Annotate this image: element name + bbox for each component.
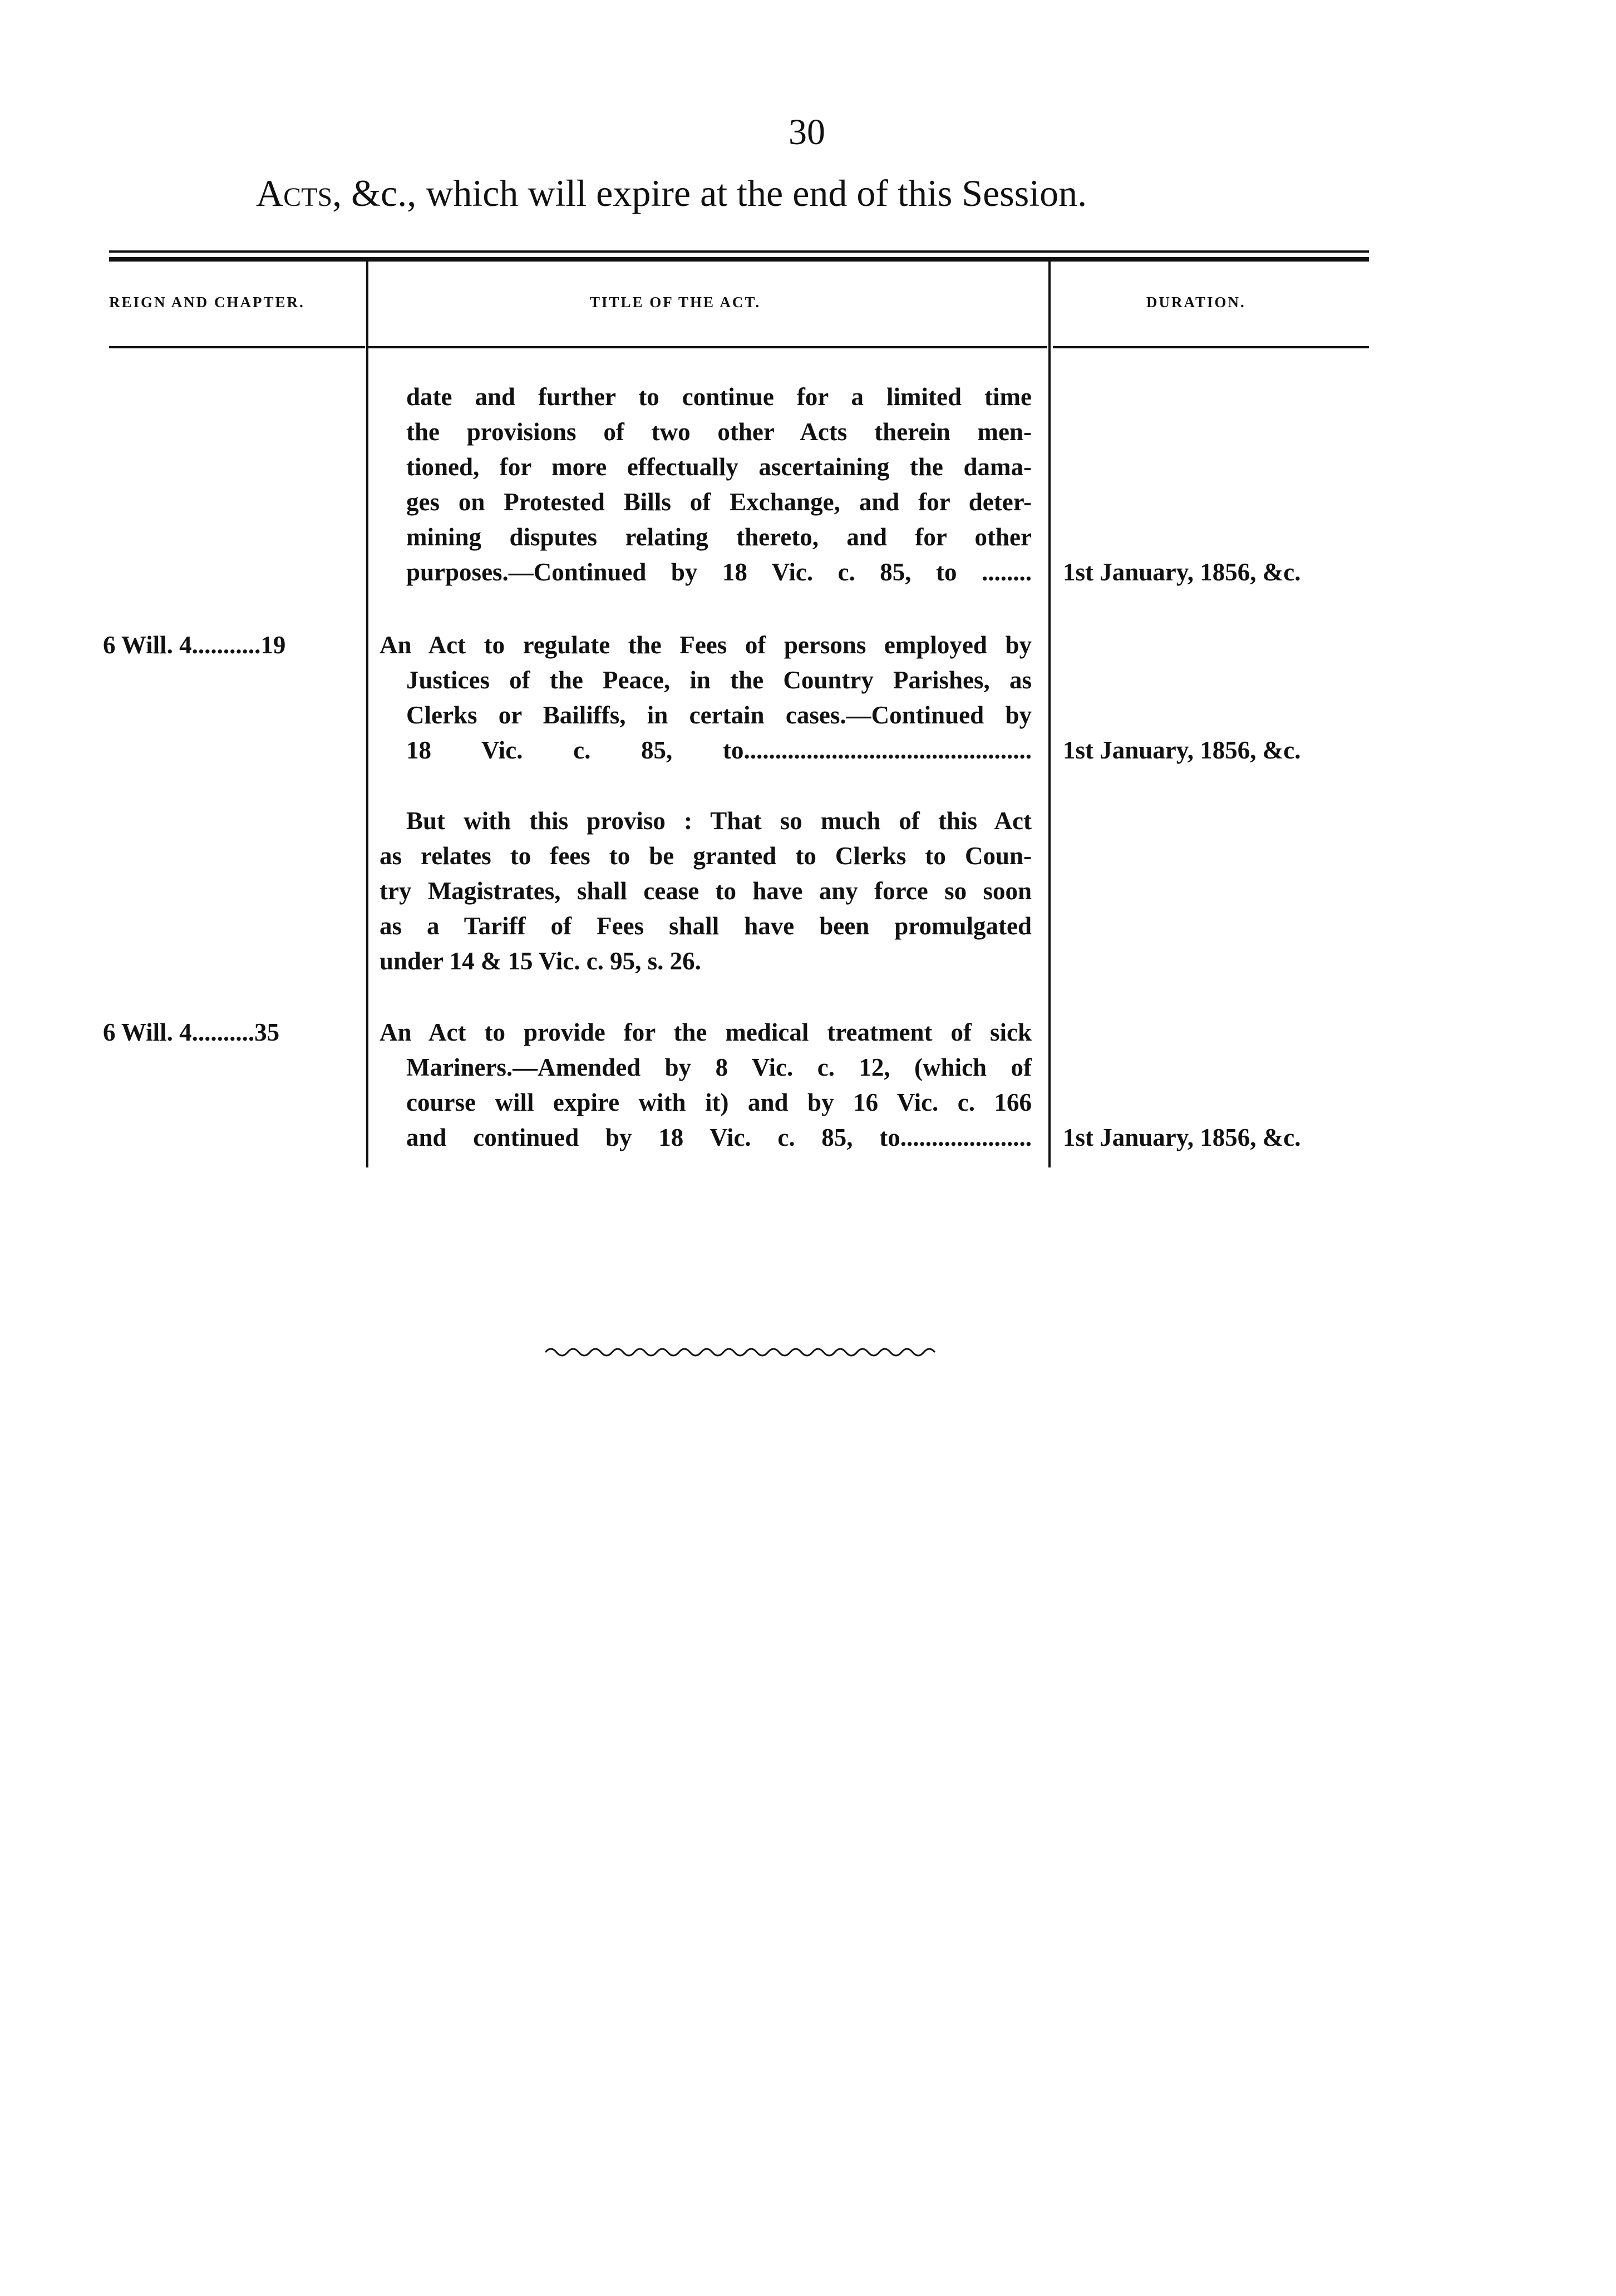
entry-1-title-line: tioned, for more effectually ascertaining the dama- (406, 453, 1032, 481)
entry-2-reign: 6 Will. 4...........19 (103, 631, 286, 659)
heading-prefix: Acts (256, 172, 333, 214)
header-title-of-act: TITLE OF THE ACT. (590, 294, 761, 311)
double-rule-bottom (109, 257, 1369, 262)
page-number: 30 (789, 112, 825, 152)
proviso-line: But with this proviso : That so much of this Act (406, 807, 1032, 835)
proviso-line: as relates to fees to be granted to Clerks to Coun- (380, 842, 1032, 870)
entry-2-title-line: Justices of the Peace, in the Country Parishes, as (406, 666, 1032, 694)
column-divider-left (366, 260, 368, 1167)
proviso-line: try Magistrates, shall cease to have any force so soon (380, 877, 1032, 905)
entry-3-title-line: An Act to provide for the medical treatment of sick (380, 1018, 1032, 1046)
proviso-line: under 14 & 15 Vic. c. 95, s. 26. (380, 947, 701, 975)
heading-rest: , &c., which will expire at the end of this Session. (332, 172, 1087, 214)
entry-1-title-line: the provisions of two other Acts therein men- (406, 418, 1032, 446)
header-underline-title (368, 346, 1047, 348)
header-underline-duration (1053, 346, 1369, 348)
entry-3-title-line: Mariners.—Amended by 8 Vic. c. 12, (which of (406, 1053, 1032, 1081)
header-underline-reign (109, 346, 365, 348)
entry-2-title-line: Clerks or Bailiffs, in certain cases.—Continued by (406, 701, 1032, 729)
entry-1-title-line: ges on Protested Bills of Exchange, and for deter- (406, 488, 1032, 516)
entry-1-duration: 1st January, 1856, &c. (1063, 558, 1301, 586)
entry-1-title-line: date and further to continue for a limited time (406, 383, 1032, 411)
entry-2-title-line: 18 Vic. c. 85, to.............................................. (406, 736, 1032, 764)
entry-3-reign: 6 Will. 4..........35 (103, 1018, 280, 1046)
entry-3-duration: 1st January, 1856, &c. (1063, 1124, 1301, 1151)
double-rule-top (109, 250, 1369, 253)
column-divider-right (1048, 260, 1051, 1167)
entry-1-title-line: mining disputes relating thereto, and for other (406, 523, 1032, 551)
header-reign-and-chapter: REIGN AND CHAPTER. (109, 294, 305, 311)
header-duration: DURATION. (1146, 294, 1246, 311)
page-heading (256, 171, 1258, 215)
proviso-line: as a Tariff of Fees shall have been promulgated (380, 912, 1032, 940)
entry-1-title-line: purposes.—Continued by 18 Vic. c. 85, to ........ (406, 558, 1032, 586)
entry-2-duration: 1st January, 1856, &c. (1063, 736, 1301, 764)
entry-2-title-line: An Act to regulate the Fees of persons employed by (380, 631, 1032, 659)
entry-3-title-line: course will expire with it) and by 16 Vic. c. 166 (406, 1088, 1032, 1116)
wavy-end-rule (545, 1344, 946, 1361)
entry-3-title-line: and continued by 18 Vic. c. 85, to..................... (406, 1124, 1032, 1151)
